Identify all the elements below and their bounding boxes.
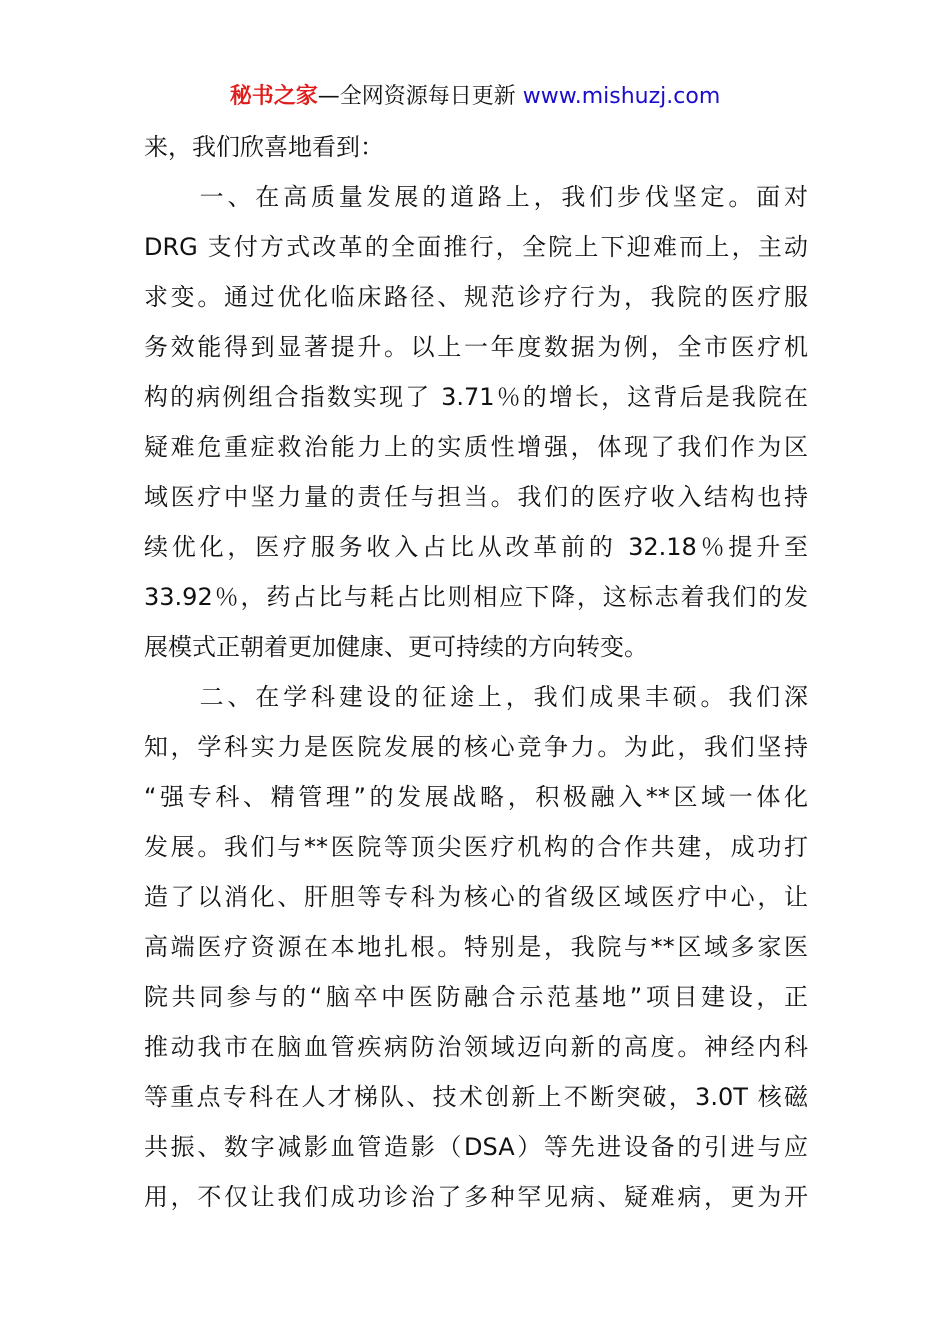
site-url[interactable]: www.mishuzj.com <box>522 84 721 109</box>
text-line: 二、在学科建设的征途上，我们成果丰硕。我们深 <box>144 683 808 711</box>
site-header <box>0 80 950 114</box>
text-line: 33.92％，药占比与耗占比则相应下降，这标志着我们的发 <box>144 583 808 611</box>
text-line: 知，学科实力是医院发展的核心竞争力。为此，我们坚持 <box>144 733 808 761</box>
text-line: 一、在高质量发展的道路上，我们步伐坚定。面对 <box>144 183 808 211</box>
text-line: 求变。通过优化临床路径、规范诊疗行为，我院的医疗服 <box>144 283 808 311</box>
text-line: 展模式正朝着更加健康、更可持续的方向转变。 <box>144 633 648 661</box>
text-line: 院共同参与的“脑卒中医防融合示范基地”项目建设，正 <box>144 983 808 1011</box>
document-body <box>144 124 808 1224</box>
text-line: 发展。我们与**医院等顶尖医疗机构的合作共建，成功打 <box>144 833 808 861</box>
text-line: 续优化，医疗服务收入占比从改革前的 32.18％提升至 <box>144 533 808 561</box>
text-line: 疑难危重症救治能力上的实质性增强，体现了我们作为区 <box>144 433 808 461</box>
text-line: 造了以消化、肝胆等专科为核心的省级区域医疗中心，让 <box>144 883 808 911</box>
brand-name: 秘书之家 <box>229 84 318 109</box>
text-line: DRG 支付方式改革的全面推行，全院上下迎难而上，主动 <box>144 233 808 261</box>
text-line: 共振、数字减影血管造影（DSA）等先进设备的引进与应 <box>144 1133 808 1161</box>
text-line: 等重点专科在人才梯队、技术创新上不断突破，3.0T 核磁 <box>144 1083 808 1111</box>
text-line: 来，我们欣喜地看到： <box>144 133 384 161</box>
header-tagline: —全网资源每日更新 <box>317 84 516 109</box>
text-line: 推动我市在脑血管疾病防治领域迈向新的高度。神经内科 <box>144 1033 808 1061</box>
text-line: 务效能得到显著提升。以上一年度数据为例，全市医疗机 <box>144 333 808 361</box>
text-line: 域医疗中坚力量的责任与担当。我们的医疗收入结构也持 <box>144 483 808 511</box>
text-line: “强专科、精管理”的发展战略，积极融入**区域一体化 <box>144 783 808 811</box>
text-line: 构的病例组合指数实现了 3.71％的增长，这背后是我院在 <box>144 383 808 411</box>
text-line: 高端医疗资源在本地扎根。特别是，我院与**区域多家医 <box>144 933 808 961</box>
text-line: 用，不仅让我们成功诊治了多种罕见病、疑难病，更为开 <box>144 1183 808 1211</box>
